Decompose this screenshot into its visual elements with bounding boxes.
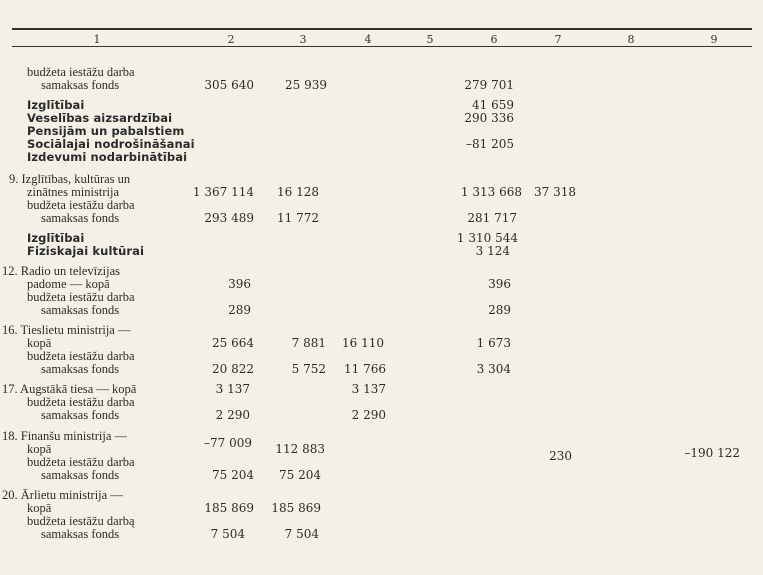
row-label: 16. Tieslietu ministrija — — [2, 323, 131, 337]
cell-col3: 11 772 — [277, 211, 319, 225]
cell-col2: 396 — [228, 277, 251, 291]
row-label: Izdevumi nodarbinātībai — [27, 150, 188, 164]
row-label: budžeta iestāžu darba — [27, 395, 135, 409]
cell-col3: 75 204 — [279, 468, 321, 482]
cell-col3: 5 752 — [291, 362, 326, 376]
col-header-7: 7 — [554, 33, 562, 46]
cell-col2: 289 — [228, 303, 251, 317]
row-label: padome — kopā — [27, 277, 110, 291]
cell-col2: –77 009 — [204, 436, 252, 450]
row-label: budžeta iestāžu darba — [27, 198, 135, 212]
cell-col3: 7 881 — [291, 336, 326, 350]
cell-col6: 290 336 — [464, 111, 514, 125]
cell-col6: 3 124 — [475, 244, 510, 258]
row-label: budžeta iestāžu darba — [27, 455, 135, 469]
cell-col4: 11 766 — [344, 362, 386, 376]
row-label: budžeta iestāžu darba — [27, 290, 135, 304]
cell-col3: 7 504 — [284, 527, 319, 541]
cell-col2: 7 504 — [210, 527, 245, 541]
col-header-9: 9 — [710, 33, 718, 46]
cell-col6: 1 673 — [476, 336, 511, 350]
cell-col2: 3 137 — [215, 382, 250, 396]
row-label: samaksas fonds — [41, 468, 120, 482]
col-header-8: 8 — [627, 33, 635, 46]
row-label: Veselības aizsardzībai — [27, 111, 173, 125]
row-label: Pensijām un pabalstiem — [27, 124, 185, 138]
row-label: budžeta iestāžu darbą — [27, 514, 135, 528]
row-label: Fiziskajai kultūrai — [27, 244, 145, 258]
cell-col3: 16 128 — [277, 185, 319, 199]
row-label: 9. Izglītības, kultūras un — [9, 172, 131, 186]
row-label: 20. Ārlietu ministrija — — [2, 488, 123, 502]
cell-col6: 279 701 — [464, 78, 514, 92]
cell-col2: 293 489 — [204, 211, 254, 225]
cell-col6: 396 — [488, 277, 511, 291]
row-label: zinātnes ministrija — [27, 185, 119, 199]
row-label: samaksas fonds — [41, 78, 120, 92]
cell-col6: 1 313 668 — [460, 185, 522, 199]
row-label: kopā — [27, 501, 52, 515]
cell-col6: 1 310 544 — [456, 231, 518, 245]
col-header-3: 3 — [299, 33, 307, 46]
col-header-6: 6 — [490, 33, 498, 46]
row-label: kopā — [27, 442, 52, 456]
cell-col2: 1 367 114 — [192, 185, 254, 199]
cell-col2: 75 204 — [212, 468, 254, 482]
col-header-2: 2 — [227, 33, 235, 46]
cell-col7: 230 — [549, 449, 572, 463]
cell-col2: 2 290 — [215, 408, 250, 422]
cell-col3: 185 869 — [271, 501, 321, 515]
cell-col4: 16 110 — [342, 336, 384, 350]
row-label: 17. Augstākā tiesa — kopā — [2, 382, 137, 396]
row-label: kopā — [27, 336, 52, 350]
col-header-1: 1 — [93, 33, 101, 46]
cell-col6: 289 — [488, 303, 511, 317]
cell-col4: 3 137 — [351, 382, 386, 396]
row-label: Izglītībai — [27, 231, 85, 245]
cell-col6: 3 304 — [476, 362, 511, 376]
cell-col2: 305 640 — [204, 78, 254, 92]
cell-col9: –190 122 — [684, 446, 740, 460]
cell-col7: 37 318 — [534, 185, 576, 199]
cell-col2: 25 664 — [212, 336, 254, 350]
cell-col6: 41 659 — [472, 98, 514, 112]
row-label: budžeta iestāžu darba — [27, 65, 135, 79]
cell-col2: 185 869 — [204, 501, 254, 515]
row-label: samaksas fonds — [41, 303, 120, 317]
col-header-5: 5 — [426, 33, 434, 46]
row-label: budžeta iestāžu darba — [27, 349, 135, 363]
cell-col2: 20 822 — [212, 362, 254, 376]
row-label: Sociālajai nodrošināšanai — [27, 137, 195, 151]
cell-col6: –81 205 — [466, 137, 514, 151]
row-label: samaksas fonds — [41, 211, 120, 225]
cell-col3: 112 883 — [275, 442, 325, 456]
row-label: samaksas fonds — [41, 527, 120, 541]
cell-col4: 2 290 — [351, 408, 386, 422]
row-label: 18. Finanšu ministrija — — [2, 429, 127, 443]
col-header-4: 4 — [364, 33, 372, 46]
row-label: Izglītībai — [27, 98, 85, 112]
row-label: 12. Radio un televīzijas — [2, 264, 121, 278]
row-label: samaksas fonds — [41, 408, 120, 422]
cell-col3: 25 939 — [285, 78, 327, 92]
row-label: samaksas fonds — [41, 362, 120, 376]
cell-col6: 281 717 — [467, 211, 517, 225]
header-rule — [12, 46, 752, 47]
top-rule — [12, 28, 752, 30]
